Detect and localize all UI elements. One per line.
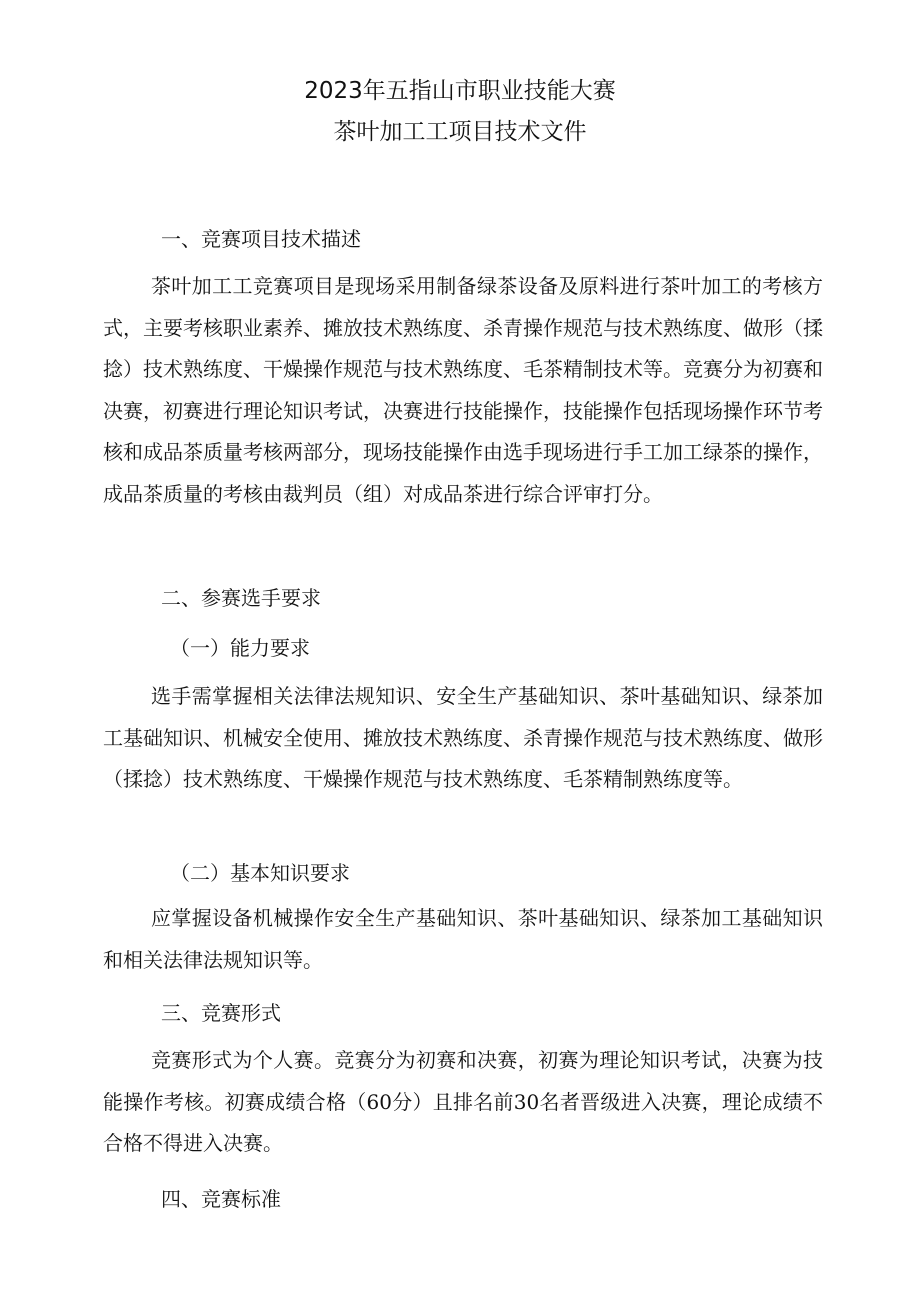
section2-sub2-heading: （二）基本知识要求 [170, 861, 350, 885]
document-title-line2: 茶叶加工工项目技术文件 [333, 119, 587, 145]
section3-heading: 三、竞赛形式 [161, 1001, 281, 1025]
section2-sub1-heading: （一）能力要求 [170, 636, 310, 660]
section2-sub1-paragraph: 选手需掌握相关法律法规知识、安全生产基础知识、茶叶基础知识、绿茶加工基础知识、机械安全使用、摊放技术熟练度、杀青操作规范与技术熟练度、做形（揉捻）技术熟练度、干燥操作规范与技术熟练度、毛茶精制熟练度等。 [103, 684, 823, 791]
section2-heading: 二、参赛选手要求 [161, 586, 321, 610]
section2-sub2-paragraph: 应掌握设备机械操作安全生产基础知识、茶叶基础知识、绿茶加工基础知识和相关法律法规知识等。 [103, 906, 823, 972]
section1-paragraph: 茶叶加工工竞赛项目是现场采用制备绿茶设备及原料进行茶叶加工的考核方式，主要考核职业素养、摊放技术熟练度、杀青操作规范与技术熟练度、做形（揉捻）技术熟练度、干燥操作规范与技术熟练度、毛茶精制技术等。竞赛分为初赛和决赛，初赛进行理论知识考试，决赛进行技能操作，技能操作包括现场操作环节考核和成品茶质量考核两部分，现场技能操作由选手现场进行手工加工绿茶的操作，成品茶质量的考核由裁判员（组）对成品茶进行综合评审打分。 [103, 274, 823, 506]
section4-heading: 四、竞赛标准 [161, 1187, 281, 1211]
document-title-line1: 2023年五指山市职业技能大赛 [304, 78, 616, 104]
section1-heading: 一、竞赛项目技术描述 [161, 227, 361, 251]
section3-paragraph: 竞赛形式为个人赛。竞赛分为初赛和决赛，初赛为理论知识考试，决赛为技能操作考核。初赛成绩合格（60分）且排名前30名者晋级进入决赛，理论成绩不合格不得进入决赛。 [103, 1048, 823, 1155]
